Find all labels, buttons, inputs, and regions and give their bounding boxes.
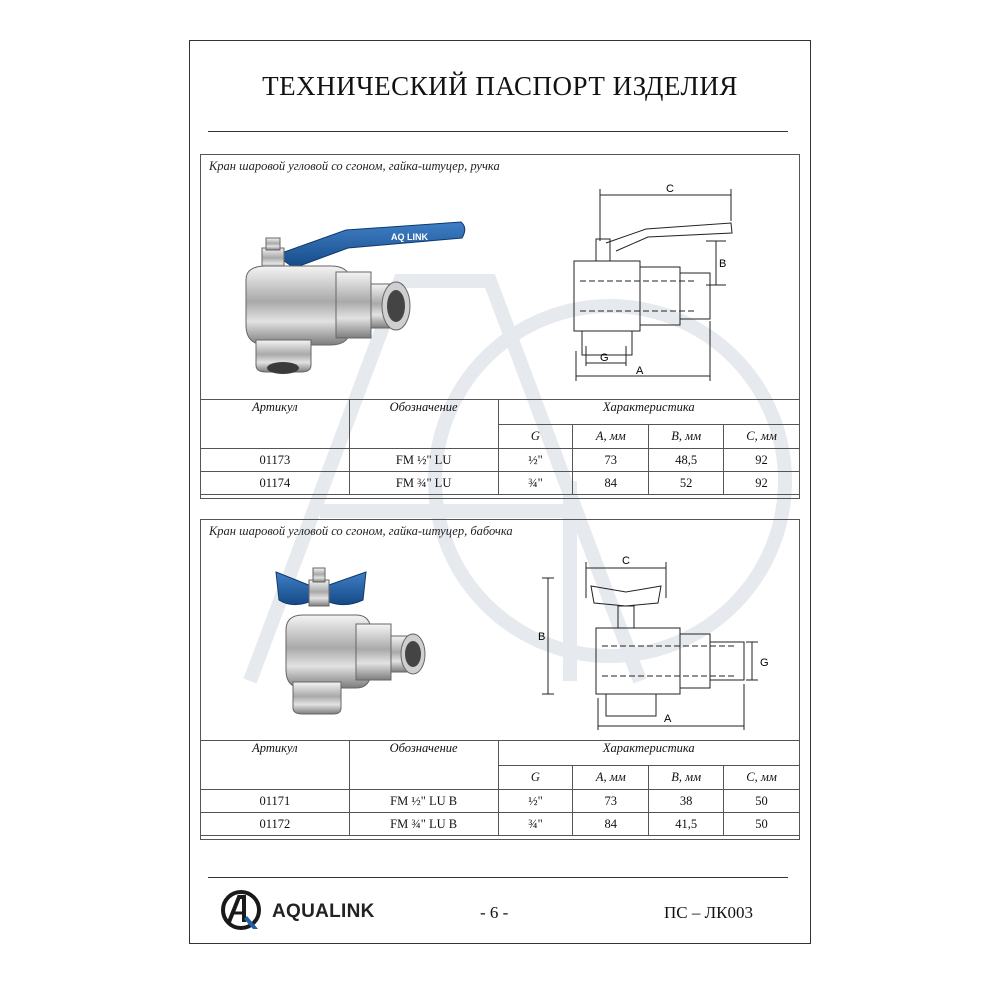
col-article-header: Артикул	[201, 400, 350, 449]
passport-page	[189, 40, 811, 944]
dimension-g-label: G	[600, 352, 609, 364]
section-caption: Кран шаровой угловой со сгоном, гайка-штуцер, ручка	[209, 159, 500, 173]
valve-lever-drawing	[556, 181, 801, 386]
table-row	[201, 449, 800, 472]
aqualink-logo-text: AQUALINK	[272, 901, 375, 922]
valve-butterfly-drawing	[536, 548, 796, 738]
sub-header-c: С, мм	[724, 424, 800, 449]
sub-header-c: С, мм	[724, 765, 800, 790]
dimension-g-label: G	[760, 657, 769, 669]
sub-header-a: А, мм	[573, 765, 649, 790]
valve-lever-photo	[236, 200, 466, 375]
col-characteristics-header: Характеристика	[498, 741, 799, 766]
cell-b: 48,5	[649, 449, 724, 472]
col-article-header: Артикул	[201, 741, 350, 790]
document-code: ПС – ЛК003	[664, 903, 753, 922]
cell-a: 73	[573, 449, 649, 472]
cell-c: 92	[724, 472, 800, 495]
valve-butterfly-photo	[271, 560, 451, 720]
cell-article: 01172	[201, 813, 350, 836]
cell-a: 84	[573, 813, 649, 836]
col-designation-header: Обозначение	[349, 400, 498, 449]
dimension-a-label: A	[664, 713, 672, 725]
document-title: ТЕХНИЧЕСКИЙ ПАСПОРТ ИЗДЕЛИЯ	[262, 71, 738, 101]
product-section-butterfly	[200, 519, 800, 840]
product-section-lever	[200, 154, 800, 499]
table-row	[201, 790, 800, 813]
cell-b: 38	[649, 790, 724, 813]
spec-table	[200, 740, 800, 836]
spec-table	[200, 399, 800, 495]
title-divider	[208, 131, 788, 132]
cell-c: 50	[724, 790, 800, 813]
page-number: - 6 -	[480, 903, 509, 922]
table-row	[201, 472, 800, 495]
cell-designation: FM ½" LU	[349, 449, 498, 472]
sub-header-a: А, мм	[573, 424, 649, 449]
cell-g: ½"	[498, 790, 573, 813]
cell-a: 84	[573, 472, 649, 495]
cell-article: 01171	[201, 790, 350, 813]
dimension-c-label: C	[666, 183, 674, 195]
cell-g: ¾"	[498, 472, 573, 495]
table-row	[201, 813, 800, 836]
handle-brand-label: AQ LINK	[391, 232, 428, 242]
aqualink-logo-icon	[220, 889, 262, 931]
dimension-c-label: C	[622, 555, 630, 567]
dimension-a-label: A	[636, 365, 644, 377]
cell-b: 52	[649, 472, 724, 495]
col-characteristics-header: Характеристика	[498, 400, 799, 425]
dimension-b-label: B	[719, 258, 727, 270]
cell-g: ½"	[498, 449, 573, 472]
cell-c: 50	[724, 813, 800, 836]
cell-c: 92	[724, 449, 800, 472]
cell-designation: FM ¾" LU	[349, 472, 498, 495]
col-designation-header: Обозначение	[349, 741, 498, 790]
cell-article: 01173	[201, 449, 350, 472]
cell-g: ¾"	[498, 813, 573, 836]
sub-header-g: G	[498, 765, 573, 790]
cell-b: 41,5	[649, 813, 724, 836]
cell-a: 73	[573, 790, 649, 813]
sub-header-b: В, мм	[649, 765, 724, 790]
cell-article: 01174	[201, 472, 350, 495]
cell-designation: FM ½" LU B	[349, 790, 498, 813]
footer-divider	[208, 877, 788, 878]
cell-designation: FM ¾" LU B	[349, 813, 498, 836]
sub-header-g: G	[498, 424, 573, 449]
dimension-b-label: B	[538, 631, 546, 643]
section-caption: Кран шаровой угловой со сгоном, гайка-штуцер, бабочка	[209, 524, 513, 538]
sub-header-b: В, мм	[649, 424, 724, 449]
